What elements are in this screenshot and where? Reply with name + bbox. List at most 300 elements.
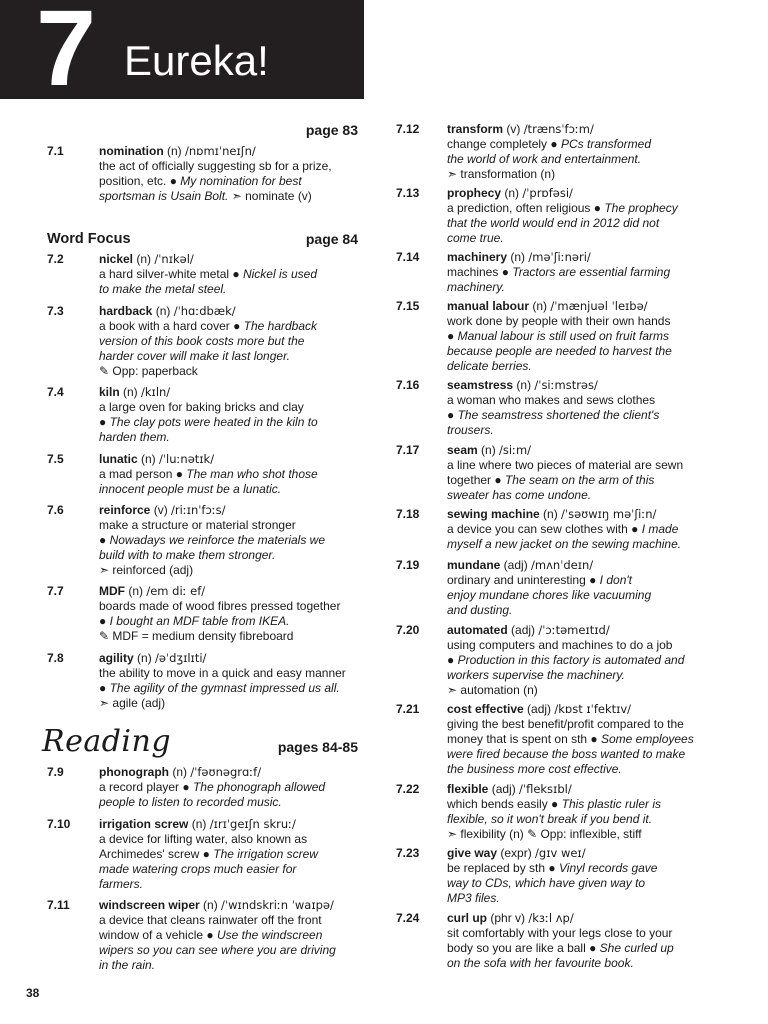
entry-line xyxy=(447,762,694,777)
entry-line xyxy=(447,702,694,717)
example-text: I bought an MDF table from IKEA. xyxy=(109,614,290,628)
definition-text: which bends easily ● xyxy=(447,797,562,811)
definition-text: money that is spent on sth ● xyxy=(447,732,601,746)
pronunciation: /kɒst ɪˈfektɪv/ xyxy=(554,702,632,716)
definition-text: Archimedes' screw ● xyxy=(99,847,214,861)
entry-line xyxy=(99,817,318,832)
entry-number: 7.19 xyxy=(396,558,420,572)
definition-text: a device for lifting water, also known as xyxy=(99,832,308,846)
pronunciation: /ˈwɪndskriːn ˈwaɪpə/ xyxy=(221,898,334,912)
example-text: way to CDs, which have given way to xyxy=(447,876,646,890)
entry-body xyxy=(99,452,318,497)
definition-text: a prediction, often religious ● xyxy=(447,201,605,215)
definition-text: a woman who makes and sews clothes xyxy=(447,393,656,407)
entry-number: 7.23 xyxy=(396,846,420,860)
entry-number: 7.24 xyxy=(396,911,420,925)
entry-line xyxy=(99,847,318,862)
definition-text: change completely ● xyxy=(447,137,561,151)
definition-text: (n) xyxy=(501,186,523,200)
section-page-ref: pages 84-85 xyxy=(277,739,358,755)
pronunciation: /ˈɔːtəmeɪtɪd/ xyxy=(538,623,610,637)
pronunciation: /mʌnˈdeɪn/ xyxy=(531,558,594,572)
pronunciation: /ˈluːnətɪk/ xyxy=(159,452,215,466)
example-text: The seamstress shortened the client's xyxy=(457,408,660,422)
example-text: myself a new jacket on the sewing machine. xyxy=(447,537,682,551)
entry-number: 7.13 xyxy=(396,186,420,200)
entry-body xyxy=(447,911,674,971)
entry-number: 7.5 xyxy=(47,452,64,466)
pronunciation: /trænsˈfɔːm/ xyxy=(523,122,594,136)
entry-line xyxy=(99,467,318,482)
definition-text: (n) xyxy=(137,452,160,466)
entry-body xyxy=(447,122,651,182)
entry-line xyxy=(99,666,346,681)
example-text: to make the metal steel. xyxy=(99,282,227,296)
definition-text: be replaced by sth ● xyxy=(447,861,559,875)
entry-line xyxy=(99,533,325,548)
headword: cost effective xyxy=(447,702,524,716)
entry-line xyxy=(447,911,674,926)
example-text: She curled up xyxy=(599,941,674,955)
entry-line xyxy=(99,696,346,711)
headword: seam xyxy=(447,443,478,457)
example-text: Vinyl records gave xyxy=(558,861,658,875)
definition-text: ➣ transformation (n) xyxy=(447,167,556,181)
example-text: people to listen to recorded music. xyxy=(99,795,282,809)
entry-line xyxy=(99,629,340,644)
entry-body xyxy=(99,304,317,379)
definition-text: (n) xyxy=(477,443,500,457)
entry-line xyxy=(99,958,336,973)
pronunciation: /ˈnɪkəl/ xyxy=(154,252,194,266)
entry-line xyxy=(99,400,318,415)
example-text: sweater has come undone. xyxy=(447,488,592,502)
entry-line xyxy=(447,488,683,503)
definition-text: window of a vehicle ● xyxy=(99,928,217,942)
pronunciation: /siːm/ xyxy=(499,443,532,457)
definition-text: (n) xyxy=(125,584,147,598)
pronunciation: /ˈfəʊnəgrɑːf/ xyxy=(190,765,262,779)
entry-line xyxy=(447,558,651,573)
entry-line xyxy=(447,926,674,941)
definition-text: (n) xyxy=(199,898,222,912)
entry-line xyxy=(447,956,674,971)
headword: transform xyxy=(447,122,504,136)
definition-text: a book with a hard cover ● xyxy=(99,319,244,333)
section-title: Reading xyxy=(42,724,172,759)
entry-line xyxy=(99,614,340,629)
entry-body xyxy=(447,186,678,246)
entry-line xyxy=(447,265,670,280)
entry-line xyxy=(447,588,651,603)
definition-text: ● xyxy=(99,533,110,547)
entry-number: 7.6 xyxy=(47,503,64,517)
definition-text: (expr) xyxy=(497,846,536,860)
pronunciation: /ˈfleksɪbl/ xyxy=(519,782,572,796)
entry-number: 7.7 xyxy=(47,584,64,598)
definition-text: (n) xyxy=(133,252,155,266)
entry-body xyxy=(447,846,657,906)
entry-line xyxy=(447,782,661,797)
entry-body xyxy=(99,817,318,892)
definition-text: ✎ Opp: paperback xyxy=(99,364,198,378)
entry-line xyxy=(447,167,651,182)
entry-line xyxy=(99,765,325,780)
entry-line xyxy=(99,928,336,943)
definition-text: ➣ flexibility (n) ✎ Opp: inflexible, stiff xyxy=(447,827,642,841)
example-text: Use the windscreen xyxy=(216,928,323,942)
example-text: Nickel is used xyxy=(242,267,317,281)
entry-body xyxy=(99,385,318,445)
entry-number: 7.12 xyxy=(396,122,420,136)
definition-text: (n) xyxy=(529,299,551,313)
entry-number: 7.22 xyxy=(396,782,420,796)
entry-line xyxy=(447,314,672,329)
example-text: I don't xyxy=(599,573,632,587)
pronunciation: /ˈmænjuəl ˈleɪbə/ xyxy=(550,299,648,313)
example-text: machinery. xyxy=(447,280,505,294)
entry-line xyxy=(99,503,325,518)
pronunciation: /ˈprɒfəsi/ xyxy=(522,186,573,200)
example-text: build with to make them stronger. xyxy=(99,548,276,562)
definition-text: ● xyxy=(447,653,458,667)
definition-text: (n) xyxy=(188,817,210,831)
definition-text: (phr v) xyxy=(487,911,529,925)
entry-number: 7.9 xyxy=(47,765,64,779)
entry-line xyxy=(447,186,678,201)
entry-number: 7.15 xyxy=(396,299,420,313)
entry-line xyxy=(99,349,317,364)
example-text: innocent people must be a lunatic. xyxy=(99,482,282,496)
entry-line xyxy=(99,584,340,599)
entry-body xyxy=(99,765,325,810)
entry-line xyxy=(447,359,672,374)
entry-line xyxy=(447,231,678,246)
headword: lunatic xyxy=(99,452,138,466)
entry-line xyxy=(447,891,657,906)
entry-line xyxy=(447,717,694,732)
definition-text: position, etc. ● xyxy=(99,174,181,188)
example-text: flexible, so it won't break if you bend it. xyxy=(447,812,653,826)
headword: automated xyxy=(447,623,508,637)
definition-text: (v) xyxy=(503,122,524,136)
entry-number: 7.10 xyxy=(47,817,71,831)
entry-number: 7.2 xyxy=(47,252,64,266)
definition-text: body so you are like a ball ● xyxy=(447,941,600,955)
entry-body xyxy=(99,584,340,644)
definition-text: ● xyxy=(447,408,458,422)
entry-number: 7.21 xyxy=(396,702,420,716)
example-text: The prophecy xyxy=(604,201,678,215)
entry-line xyxy=(447,122,651,137)
example-text: the business more cost effective. xyxy=(447,762,622,776)
headword: mundane xyxy=(447,558,501,572)
headword: machinery xyxy=(447,250,508,264)
example-text: that the world would end in 2012 did not xyxy=(447,216,660,230)
entry-line xyxy=(99,482,318,497)
example-text: PCs transformed xyxy=(560,137,652,151)
entry-line xyxy=(447,846,657,861)
example-text: Nowadays we reinforce the materials we xyxy=(109,533,326,547)
example-text: the world of work and entertainment. xyxy=(447,152,642,166)
example-text: The hardback xyxy=(243,319,318,333)
pronunciation: /əˈdʒɪlɪti/ xyxy=(155,651,207,665)
entry-line xyxy=(447,861,657,876)
example-text: The clay pots were heated in the kiln to xyxy=(109,415,318,429)
pronunciation: /ˈsiːmstrəs/ xyxy=(534,378,598,392)
entry-number: 7.4 xyxy=(47,385,64,399)
entry-line xyxy=(99,334,317,349)
example-text: delicate berries. xyxy=(447,359,532,373)
entry-line xyxy=(99,144,332,159)
example-text: The seam on the arm of this xyxy=(504,473,655,487)
entry-line xyxy=(447,152,651,167)
example-text: harder cover will make it last longer. xyxy=(99,349,290,363)
headword: nickel xyxy=(99,252,134,266)
entry-number: 7.16 xyxy=(396,378,420,392)
example-text: were fired because the boss wanted to make xyxy=(447,747,686,761)
entry-line xyxy=(99,430,318,445)
pronunciation: /ˈsəʊwɪŋ məˈʃiːn/ xyxy=(561,507,657,521)
entry-number: 7.11 xyxy=(47,898,70,912)
definition-text: (n) xyxy=(152,304,174,318)
example-text: The man who shot those xyxy=(186,467,318,481)
definition-text: (v) xyxy=(150,503,172,517)
definition-text: (n) xyxy=(539,507,562,521)
example-text: enjoy mundane chores like vacuuming xyxy=(447,588,652,602)
entry-line xyxy=(99,877,318,892)
entry-line xyxy=(99,385,318,400)
example-text: Some employees xyxy=(601,732,694,746)
entry-body xyxy=(99,144,332,204)
entry-number: 7.3 xyxy=(47,304,64,318)
definition-text: a large oven for baking bricks and clay xyxy=(99,400,304,414)
headword: reinforce xyxy=(99,503,151,517)
entry-number: 7.20 xyxy=(396,623,420,637)
headword: windscreen wiper xyxy=(99,898,200,912)
entry-body xyxy=(447,623,684,698)
example-text: and dusting. xyxy=(447,603,513,617)
entry-line xyxy=(99,913,336,928)
definition-text: (n) xyxy=(507,250,529,264)
entry-line xyxy=(447,378,659,393)
definition-text: (adj) xyxy=(488,782,520,796)
example-text: because people are needed to harvest the xyxy=(447,344,672,358)
entry-line xyxy=(99,832,318,847)
definition-text: (n) xyxy=(119,385,142,399)
entry-line xyxy=(447,537,681,552)
definition-text: ➣ reinforced (adj) xyxy=(99,563,194,577)
entry-line xyxy=(447,329,672,344)
entry-line xyxy=(447,683,684,698)
definition-text: a hard silver-white metal ● xyxy=(99,267,243,281)
entry-body xyxy=(99,898,336,973)
entry-line xyxy=(99,159,332,174)
pronunciation: /gɪv weɪ/ xyxy=(535,846,586,860)
headword: sewing machine xyxy=(447,507,540,521)
headword: irrigation screw xyxy=(99,817,189,831)
entry-line xyxy=(99,415,318,430)
entry-line xyxy=(99,548,325,563)
entry-line xyxy=(447,344,672,359)
page-number: 38 xyxy=(26,986,40,1000)
entry-body xyxy=(447,782,661,842)
entry-line xyxy=(447,216,678,231)
entry-body xyxy=(447,702,694,777)
headword: hardback xyxy=(99,304,153,318)
entry-line xyxy=(99,174,332,189)
entry-body xyxy=(447,250,670,295)
definition-text: machines ● xyxy=(447,265,513,279)
headword: kiln xyxy=(99,385,120,399)
definition-text: (n) xyxy=(163,144,186,158)
entry-line xyxy=(99,319,317,334)
entry-body xyxy=(447,378,659,438)
entry-line xyxy=(447,876,657,891)
example-text: workers supervise the machinery. xyxy=(447,668,625,682)
entry-line xyxy=(99,267,317,282)
definition-text: a mad person ● xyxy=(99,467,187,481)
definition-text: work done by people with their own hands xyxy=(447,314,671,328)
definition-text: make a structure or material stronger xyxy=(99,518,296,532)
definition-text: together ● xyxy=(447,473,505,487)
example-text: MP3 files. xyxy=(447,891,500,905)
entry-line xyxy=(447,137,651,152)
definition-text: (adj) xyxy=(500,558,532,572)
definition-text: ordinary and uninteresting ● xyxy=(447,573,600,587)
entry-line xyxy=(447,423,659,438)
entry-line xyxy=(99,518,325,533)
definition-text: using computers and machines to do a job xyxy=(447,638,673,652)
entry-line xyxy=(99,681,346,696)
definition-text: a device you can sew clothes with ● xyxy=(447,522,642,536)
entry-line xyxy=(99,898,336,913)
definition-text: the ability to move in a quick and easy manner xyxy=(99,666,346,680)
entry-line xyxy=(447,573,651,588)
headword: flexible xyxy=(447,782,489,796)
headword: prophecy xyxy=(447,186,502,200)
entry-number: 7.14 xyxy=(396,250,420,264)
headword: manual labour xyxy=(447,299,530,313)
definition-text: the act of officially suggesting sb for a prize, xyxy=(99,159,332,173)
entry-line xyxy=(99,364,317,379)
entry-line xyxy=(99,189,332,204)
entry-line xyxy=(447,522,681,537)
entry-line xyxy=(99,651,346,666)
entry-body xyxy=(99,503,325,578)
entry-number: 7.8 xyxy=(47,651,64,665)
headword: nomination xyxy=(99,144,164,158)
entry-line xyxy=(447,299,672,314)
example-text: on the sofa with her favourite book. xyxy=(447,956,634,970)
entry-body xyxy=(447,299,672,374)
definition-text: giving the best benefit/profit compared to the xyxy=(447,717,684,731)
entry-line xyxy=(447,458,683,473)
entry-body xyxy=(99,651,346,711)
chapter-banner xyxy=(0,0,364,108)
section-page-ref: page 83 xyxy=(305,122,358,138)
example-text: I made xyxy=(641,522,679,536)
definition-text: a record player ● xyxy=(99,780,193,794)
entry-line xyxy=(447,250,670,265)
definition-text: boards made of wood fibres pressed together xyxy=(99,599,341,613)
entry-line xyxy=(447,653,684,668)
definition-text: ● xyxy=(447,329,458,343)
pronunciation: /kɜːl ʌp/ xyxy=(528,911,574,925)
pronunciation: /ɪrɪˈgeɪʃn skruː/ xyxy=(209,817,296,831)
example-text: wipers so you can see where you are driving xyxy=(99,943,336,957)
entry-line xyxy=(99,943,336,958)
entry-number: 7.1 xyxy=(47,144,64,158)
example-text: come true. xyxy=(447,231,504,245)
example-text: The irrigation screw xyxy=(213,847,318,861)
example-text: The phonograph allowed xyxy=(192,780,326,794)
entry-line xyxy=(447,408,659,423)
entry-line xyxy=(99,599,340,614)
definition-text: ● xyxy=(99,415,110,429)
headword: seamstress xyxy=(447,378,514,392)
headword: give way xyxy=(447,846,498,860)
pronunciation: /riːɪnˈfɔːs/ xyxy=(171,503,226,517)
definition-text: ➣ nominate (v) xyxy=(228,189,312,203)
example-text: Manual labour is still used on fruit farms xyxy=(457,329,670,343)
entry-line xyxy=(99,282,317,297)
headword: agility xyxy=(99,651,134,665)
entry-line xyxy=(447,941,674,956)
entry-line xyxy=(99,795,325,810)
entry-line xyxy=(99,252,317,267)
entry-number: 7.17 xyxy=(396,443,420,457)
pronunciation: /məˈʃiːnəri/ xyxy=(528,250,591,264)
entry-number: 7.18 xyxy=(396,507,420,521)
headword: curl up xyxy=(447,911,488,925)
entry-line xyxy=(447,473,683,488)
definition-text: (adj) xyxy=(507,623,539,637)
example-text: This plastic ruler is xyxy=(561,797,661,811)
entry-line xyxy=(447,812,661,827)
definition-text: a device that cleans rainwater off the front xyxy=(99,913,322,927)
entry-line xyxy=(447,797,661,812)
chapter-number: 7 xyxy=(36,0,95,108)
pronunciation: /kɪln/ xyxy=(141,385,171,399)
example-text: My nomination for best xyxy=(180,174,302,188)
example-text: Tractors are essential farming xyxy=(512,265,671,279)
example-text: harden them. xyxy=(99,430,170,444)
definition-text: (n) xyxy=(133,651,156,665)
entry-line xyxy=(447,393,659,408)
entry-line xyxy=(447,507,681,522)
entry-line xyxy=(447,732,694,747)
entry-body xyxy=(447,558,651,618)
entry-line xyxy=(447,443,683,458)
example-text: made watering crops much easier for xyxy=(99,862,297,876)
example-text: Production in this factory is automated and xyxy=(457,653,685,667)
pronunciation: /em diː ef/ xyxy=(146,584,206,598)
entry-line xyxy=(447,603,651,618)
entry-body xyxy=(447,507,681,552)
section-page-ref: page 84 xyxy=(305,231,358,247)
definition-text: sit comfortably with your legs close to your xyxy=(447,926,673,940)
pronunciation: /ˈhɑːdbæk/ xyxy=(173,304,236,318)
definition-text: a line where two pieces of material are sewn xyxy=(447,458,684,472)
headword: MDF xyxy=(99,584,125,598)
example-text: in the rain. xyxy=(99,958,156,972)
entry-line xyxy=(447,668,684,683)
entry-line xyxy=(447,623,684,638)
entry-line xyxy=(99,452,318,467)
entry-line xyxy=(99,563,325,578)
entry-line xyxy=(447,747,694,762)
